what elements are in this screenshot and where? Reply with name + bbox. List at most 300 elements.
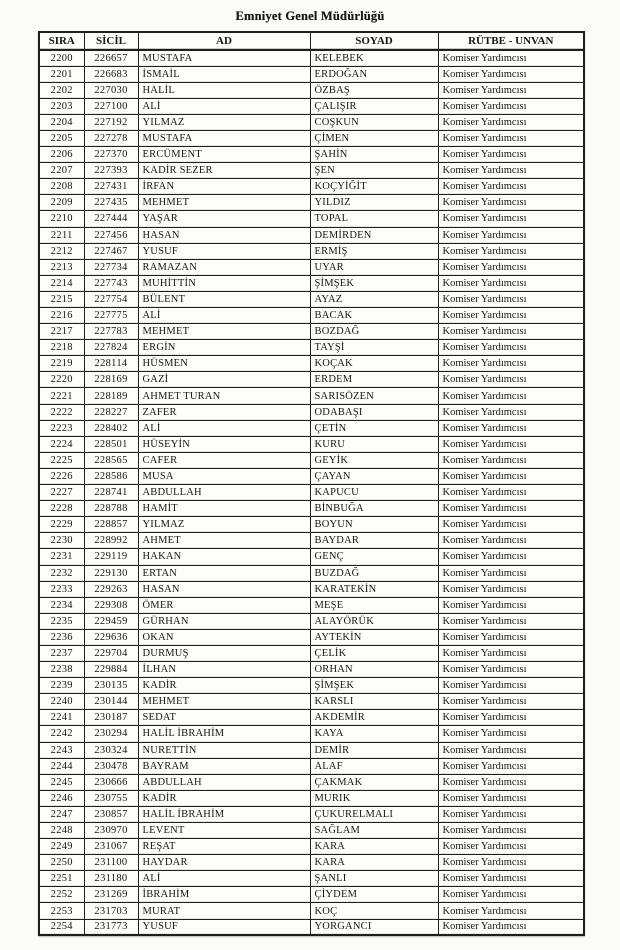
cell-sicil: 227444 xyxy=(84,211,138,227)
cell-ad: HALİL xyxy=(138,82,310,98)
cell-sicil: 227754 xyxy=(84,291,138,307)
table-row xyxy=(39,243,584,259)
cell-sicil: 230755 xyxy=(84,790,138,806)
cell-soyad: TOPAL xyxy=(310,211,438,227)
cell-soyad: KOÇ xyxy=(310,903,438,919)
cell-sicil: 231067 xyxy=(84,839,138,855)
table-row xyxy=(39,662,584,678)
cell-ad: KADİR xyxy=(138,678,310,694)
cell-ad: İRFAN xyxy=(138,179,310,195)
cell-sicil: 228565 xyxy=(84,452,138,468)
cell-rutbe: Komiser Yardımcısı xyxy=(438,340,584,356)
cell-soyad: KAPUCU xyxy=(310,485,438,501)
table-row xyxy=(39,130,584,146)
table-row xyxy=(39,806,584,822)
cell-soyad: ÇALIŞIR xyxy=(310,98,438,114)
cell-soyad: BUZDAĞ xyxy=(310,565,438,581)
cell-ad: RAMAZAN xyxy=(138,259,310,275)
cell-rutbe: Komiser Yardımcısı xyxy=(438,485,584,501)
cell-sicil: 227435 xyxy=(84,195,138,211)
cell-rutbe: Komiser Yardımcısı xyxy=(438,130,584,146)
cell-soyad: ÖZBAŞ xyxy=(310,82,438,98)
cell-ad: ALİ xyxy=(138,420,310,436)
table-row xyxy=(39,758,584,774)
cell-ad: HALİL İBRAHİM xyxy=(138,806,310,822)
cell-rutbe: Komiser Yardımcısı xyxy=(438,98,584,114)
cell-sira: 2242 xyxy=(39,726,84,742)
cell-rutbe: Komiser Yardımcısı xyxy=(438,275,584,291)
cell-sira: 2225 xyxy=(39,452,84,468)
cell-ad: ABDULLAH xyxy=(138,774,310,790)
cell-sira: 2237 xyxy=(39,645,84,661)
cell-rutbe: Komiser Yardımcısı xyxy=(438,468,584,484)
cell-sicil: 227393 xyxy=(84,163,138,179)
cell-sira: 2251 xyxy=(39,871,84,887)
cell-soyad: KARSLI xyxy=(310,694,438,710)
cell-ad: ERCÜMENT xyxy=(138,147,310,163)
cell-ad: KADİR SEZER xyxy=(138,163,310,179)
table-row xyxy=(39,871,584,887)
cell-sicil: 227030 xyxy=(84,82,138,98)
cell-sicil: 228501 xyxy=(84,436,138,452)
cell-rutbe: Komiser Yardımcısı xyxy=(438,645,584,661)
column-header-soyad: SOYAD xyxy=(310,32,438,50)
page-title: Emniyet Genel Müdürlüğü xyxy=(235,9,385,23)
cell-soyad: ŞANLI xyxy=(310,871,438,887)
cell-soyad: DEMİR xyxy=(310,742,438,758)
cell-sira: 2250 xyxy=(39,855,84,871)
cell-sira: 2228 xyxy=(39,501,84,517)
cell-rutbe: Komiser Yardımcısı xyxy=(438,581,584,597)
cell-sicil: 228114 xyxy=(84,356,138,372)
cell-sicil: 230144 xyxy=(84,694,138,710)
cell-ad: ERGİN xyxy=(138,340,310,356)
cell-soyad: ŞİMŞEK xyxy=(310,678,438,694)
cell-ad: ABDULLAH xyxy=(138,485,310,501)
cell-sira: 2227 xyxy=(39,485,84,501)
cell-soyad: ÇELİK xyxy=(310,645,438,661)
cell-rutbe: Komiser Yardımcısı xyxy=(438,388,584,404)
cell-rutbe: Komiser Yardımcısı xyxy=(438,243,584,259)
cell-sicil: 229119 xyxy=(84,549,138,565)
cell-soyad: KOÇYİĞİT xyxy=(310,179,438,195)
cell-rutbe: Komiser Yardımcısı xyxy=(438,710,584,726)
table-row xyxy=(39,291,584,307)
cell-rutbe: Komiser Yardımcısı xyxy=(438,694,584,710)
cell-sicil: 231703 xyxy=(84,903,138,919)
cell-rutbe: Komiser Yardımcısı xyxy=(438,806,584,822)
cell-sira: 2221 xyxy=(39,388,84,404)
cell-rutbe: Komiser Yardımcısı xyxy=(438,517,584,533)
cell-rutbe: Komiser Yardımcısı xyxy=(438,324,584,340)
cell-ad: HAMİT xyxy=(138,501,310,517)
cell-sira: 2220 xyxy=(39,372,84,388)
cell-sira: 2210 xyxy=(39,211,84,227)
cell-ad: MURAT xyxy=(138,903,310,919)
cell-sira: 2205 xyxy=(39,130,84,146)
table-header-row xyxy=(39,32,584,50)
cell-sira: 2208 xyxy=(39,179,84,195)
cell-rutbe: Komiser Yardımcısı xyxy=(438,420,584,436)
cell-ad: YUSUF xyxy=(138,243,310,259)
cell-soyad: BİNBUĞA xyxy=(310,501,438,517)
cell-soyad: KAYA xyxy=(310,726,438,742)
cell-ad: HÜSMEN xyxy=(138,356,310,372)
cell-sira: 2248 xyxy=(39,823,84,839)
cell-soyad: ERDEM xyxy=(310,372,438,388)
cell-sicil: 230135 xyxy=(84,678,138,694)
cell-rutbe: Komiser Yardımcısı xyxy=(438,50,584,66)
cell-rutbe: Komiser Yardımcısı xyxy=(438,887,584,903)
table-row xyxy=(39,533,584,549)
cell-rutbe: Komiser Yardımcısı xyxy=(438,404,584,420)
cell-sicil: 227734 xyxy=(84,259,138,275)
cell-soyad: YORGANCI xyxy=(310,919,438,935)
table-row xyxy=(39,227,584,243)
cell-sicil: 227824 xyxy=(84,340,138,356)
table-row xyxy=(39,855,584,871)
cell-rutbe: Komiser Yardımcısı xyxy=(438,195,584,211)
cell-sira: 2232 xyxy=(39,565,84,581)
table-row xyxy=(39,388,584,404)
cell-ad: YILMAZ xyxy=(138,517,310,533)
cell-ad: HALİL İBRAHİM xyxy=(138,726,310,742)
table-row xyxy=(39,147,584,163)
table-row xyxy=(39,774,584,790)
cell-rutbe: Komiser Yardımcısı xyxy=(438,839,584,855)
cell-sira: 2212 xyxy=(39,243,84,259)
cell-sicil: 230294 xyxy=(84,726,138,742)
cell-soyad: BOZDAĞ xyxy=(310,324,438,340)
cell-sicil: 227431 xyxy=(84,179,138,195)
cell-sira: 2236 xyxy=(39,629,84,645)
table-row xyxy=(39,259,584,275)
cell-ad: SEDAT xyxy=(138,710,310,726)
cell-ad: ALİ xyxy=(138,98,310,114)
cell-ad: ALİ xyxy=(138,871,310,887)
cell-sira: 2223 xyxy=(39,420,84,436)
cell-ad: HAKAN xyxy=(138,549,310,565)
cell-sira: 2231 xyxy=(39,549,84,565)
cell-rutbe: Komiser Yardımcısı xyxy=(438,533,584,549)
cell-rutbe: Komiser Yardımcısı xyxy=(438,436,584,452)
cell-sira: 2240 xyxy=(39,694,84,710)
cell-sira: 2204 xyxy=(39,114,84,130)
cell-sira: 2226 xyxy=(39,468,84,484)
cell-sira: 2203 xyxy=(39,98,84,114)
cell-soyad: GENÇ xyxy=(310,549,438,565)
cell-rutbe: Komiser Yardımcısı xyxy=(438,678,584,694)
cell-ad: AHMET xyxy=(138,533,310,549)
cell-sira: 2234 xyxy=(39,597,84,613)
cell-rutbe: Komiser Yardımcısı xyxy=(438,919,584,935)
table-row xyxy=(39,436,584,452)
cell-soyad: ÇUKURELMALI xyxy=(310,806,438,822)
table-row xyxy=(39,179,584,195)
cell-ad: MUSTAFA xyxy=(138,50,310,66)
cell-sicil: 227783 xyxy=(84,324,138,340)
cell-ad: BÜLENT xyxy=(138,291,310,307)
cell-rutbe: Komiser Yardımcısı xyxy=(438,758,584,774)
cell-ad: MEHMET xyxy=(138,694,310,710)
cell-sicil: 229704 xyxy=(84,645,138,661)
cell-ad: YAŞAR xyxy=(138,211,310,227)
cell-soyad: ALAYÖRÜK xyxy=(310,613,438,629)
cell-rutbe: Komiser Yardımcısı xyxy=(438,597,584,613)
cell-sicil: 227775 xyxy=(84,308,138,324)
cell-rutbe: Komiser Yardımcısı xyxy=(438,903,584,919)
cell-sicil: 229884 xyxy=(84,662,138,678)
cell-ad: CAFER xyxy=(138,452,310,468)
cell-soyad: KELEBEK xyxy=(310,50,438,66)
cell-soyad: SARISÖZEN xyxy=(310,388,438,404)
table-row xyxy=(39,613,584,629)
cell-soyad: KURU xyxy=(310,436,438,452)
cell-sira: 2217 xyxy=(39,324,84,340)
cell-rutbe: Komiser Yardımcısı xyxy=(438,823,584,839)
cell-sira: 2214 xyxy=(39,275,84,291)
cell-ad: OKAN xyxy=(138,629,310,645)
cell-soyad: ÇAKMAK xyxy=(310,774,438,790)
cell-ad: ERTAN xyxy=(138,565,310,581)
cell-soyad: AKDEMİR xyxy=(310,710,438,726)
cell-soyad: KARA xyxy=(310,855,438,871)
cell-ad: NURETTİN xyxy=(138,742,310,758)
cell-soyad: BOYUN xyxy=(310,517,438,533)
table-row xyxy=(39,597,584,613)
cell-rutbe: Komiser Yardımcısı xyxy=(438,629,584,645)
cell-sira: 2213 xyxy=(39,259,84,275)
cell-rutbe: Komiser Yardımcısı xyxy=(438,565,584,581)
cell-soyad: ERMİŞ xyxy=(310,243,438,259)
table-row xyxy=(39,887,584,903)
table-row xyxy=(39,195,584,211)
cell-soyad: AYAZ xyxy=(310,291,438,307)
cell-sicil: 227467 xyxy=(84,243,138,259)
cell-soyad: COŞKUN xyxy=(310,114,438,130)
cell-soyad: UYAR xyxy=(310,259,438,275)
table-row xyxy=(39,163,584,179)
table-row xyxy=(39,66,584,82)
cell-rutbe: Komiser Yardımcısı xyxy=(438,742,584,758)
cell-sicil: 226683 xyxy=(84,66,138,82)
cell-sicil: 230478 xyxy=(84,758,138,774)
cell-soyad: KOÇAK xyxy=(310,356,438,372)
cell-soyad: MEŞE xyxy=(310,597,438,613)
cell-sicil: 231180 xyxy=(84,871,138,887)
cell-rutbe: Komiser Yardımcısı xyxy=(438,372,584,388)
table-row xyxy=(39,275,584,291)
cell-ad: GAZİ xyxy=(138,372,310,388)
cell-sicil: 228788 xyxy=(84,501,138,517)
table-row xyxy=(39,404,584,420)
cell-sicil: 229263 xyxy=(84,581,138,597)
cell-ad: HASAN xyxy=(138,227,310,243)
cell-rutbe: Komiser Yardımcısı xyxy=(438,356,584,372)
cell-soyad: ŞAHİN xyxy=(310,147,438,163)
cell-rutbe: Komiser Yardımcısı xyxy=(438,790,584,806)
cell-soyad: ÇETİN xyxy=(310,420,438,436)
cell-rutbe: Komiser Yardımcısı xyxy=(438,66,584,82)
cell-sicil: 229130 xyxy=(84,565,138,581)
cell-soyad: ŞİMŞEK xyxy=(310,275,438,291)
cell-rutbe: Komiser Yardımcısı xyxy=(438,227,584,243)
cell-sicil: 227456 xyxy=(84,227,138,243)
cell-rutbe: Komiser Yardımcısı xyxy=(438,147,584,163)
table-row xyxy=(39,790,584,806)
cell-sicil: 228741 xyxy=(84,485,138,501)
table-row xyxy=(39,308,584,324)
cell-ad: BAYRAM xyxy=(138,758,310,774)
cell-ad: HÜSEYİN xyxy=(138,436,310,452)
cell-soyad: ÇİMEN xyxy=(310,130,438,146)
cell-sira: 2207 xyxy=(39,163,84,179)
table-row xyxy=(39,468,584,484)
table-row xyxy=(39,919,584,935)
table-row xyxy=(39,356,584,372)
cell-soyad: ERDOĞAN xyxy=(310,66,438,82)
cell-sicil: 228586 xyxy=(84,468,138,484)
cell-rutbe: Komiser Yardımcısı xyxy=(438,211,584,227)
cell-sira: 2243 xyxy=(39,742,84,758)
cell-soyad: DEMİRDEN xyxy=(310,227,438,243)
cell-sicil: 228402 xyxy=(84,420,138,436)
cell-sira: 2218 xyxy=(39,340,84,356)
cell-ad: ZAFER xyxy=(138,404,310,420)
cell-sira: 2229 xyxy=(39,517,84,533)
cell-sicil: 226657 xyxy=(84,50,138,66)
cell-sira: 2254 xyxy=(39,919,84,935)
table-row xyxy=(39,678,584,694)
cell-soyad: ORHAN xyxy=(310,662,438,678)
table-row xyxy=(39,340,584,356)
cell-sicil: 228992 xyxy=(84,533,138,549)
cell-sicil: 227743 xyxy=(84,275,138,291)
cell-ad: HASAN xyxy=(138,581,310,597)
cell-rutbe: Komiser Yardımcısı xyxy=(438,501,584,517)
cell-sicil: 230970 xyxy=(84,823,138,839)
cell-sira: 2239 xyxy=(39,678,84,694)
cell-rutbe: Komiser Yardımcısı xyxy=(438,179,584,195)
cell-ad: MUHİTTİN xyxy=(138,275,310,291)
cell-ad: LEVENT xyxy=(138,823,310,839)
table-row xyxy=(39,517,584,533)
cell-ad: MEHMET xyxy=(138,324,310,340)
cell-soyad: ALAF xyxy=(310,758,438,774)
table-row xyxy=(39,903,584,919)
cell-sira: 2230 xyxy=(39,533,84,549)
cell-sira: 2222 xyxy=(39,404,84,420)
table-row xyxy=(39,565,584,581)
table-row xyxy=(39,581,584,597)
cell-soyad: AYTEKİN xyxy=(310,629,438,645)
table-row xyxy=(39,726,584,742)
cell-rutbe: Komiser Yardımcısı xyxy=(438,291,584,307)
cell-soyad: YILDIZ xyxy=(310,195,438,211)
cell-sira: 2241 xyxy=(39,710,84,726)
cell-sicil: 229636 xyxy=(84,629,138,645)
cell-sira: 2244 xyxy=(39,758,84,774)
cell-rutbe: Komiser Yardımcısı xyxy=(438,452,584,468)
cell-ad: ALİ xyxy=(138,308,310,324)
cell-soyad: TAYŞİ xyxy=(310,340,438,356)
cell-rutbe: Komiser Yardımcısı xyxy=(438,308,584,324)
table-row xyxy=(39,645,584,661)
cell-sicil: 229459 xyxy=(84,613,138,629)
cell-soyad: KARATEKİN xyxy=(310,581,438,597)
cell-sira: 2215 xyxy=(39,291,84,307)
cell-rutbe: Komiser Yardımcısı xyxy=(438,259,584,275)
cell-sira: 2200 xyxy=(39,50,84,66)
cell-soyad: ODABAŞI xyxy=(310,404,438,420)
table-row xyxy=(39,114,584,130)
cell-sicil: 227278 xyxy=(84,130,138,146)
cell-sira: 2224 xyxy=(39,436,84,452)
cell-sira: 2235 xyxy=(39,613,84,629)
cell-ad: KADİR xyxy=(138,790,310,806)
cell-sira: 2219 xyxy=(39,356,84,372)
table-row xyxy=(39,211,584,227)
cell-soyad: GEYİK xyxy=(310,452,438,468)
cell-rutbe: Komiser Yardımcısı xyxy=(438,726,584,742)
cell-soyad: BACAK xyxy=(310,308,438,324)
cell-sicil: 231269 xyxy=(84,887,138,903)
cell-rutbe: Komiser Yardımcısı xyxy=(438,163,584,179)
table-row xyxy=(39,98,584,114)
cell-sira: 2252 xyxy=(39,887,84,903)
cell-soyad: ÇİYDEM xyxy=(310,887,438,903)
cell-sira: 2209 xyxy=(39,195,84,211)
cell-sira: 2253 xyxy=(39,903,84,919)
cell-sira: 2233 xyxy=(39,581,84,597)
table-row xyxy=(39,823,584,839)
table-row xyxy=(39,694,584,710)
cell-ad: MUSA xyxy=(138,468,310,484)
cell-rutbe: Komiser Yardımcısı xyxy=(438,549,584,565)
cell-ad: İBRAHİM xyxy=(138,887,310,903)
cell-sira: 2246 xyxy=(39,790,84,806)
cell-soyad: BAYDAR xyxy=(310,533,438,549)
cell-ad: ÖMER xyxy=(138,597,310,613)
cell-ad: YUSUF xyxy=(138,919,310,935)
cell-sira: 2211 xyxy=(39,227,84,243)
cell-soyad: ÇAYAN xyxy=(310,468,438,484)
cell-soyad: KARA xyxy=(310,839,438,855)
cell-ad: İLHAN xyxy=(138,662,310,678)
personnel-table xyxy=(38,31,585,936)
cell-sicil: 229308 xyxy=(84,597,138,613)
table-row xyxy=(39,420,584,436)
column-header-sicil: SİCİL xyxy=(84,32,138,50)
cell-sicil: 228857 xyxy=(84,517,138,533)
cell-rutbe: Komiser Yardımcısı xyxy=(438,855,584,871)
cell-ad: YILMAZ xyxy=(138,114,310,130)
cell-sira: 2247 xyxy=(39,806,84,822)
cell-sicil: 230857 xyxy=(84,806,138,822)
table-row xyxy=(39,485,584,501)
table-row xyxy=(39,629,584,645)
column-header-ad: AD xyxy=(138,32,310,50)
cell-sicil: 230187 xyxy=(84,710,138,726)
table-row xyxy=(39,839,584,855)
cell-rutbe: Komiser Yardımcısı xyxy=(438,871,584,887)
cell-ad: HAYDAR xyxy=(138,855,310,871)
cell-sira: 2201 xyxy=(39,66,84,82)
cell-sicil: 227370 xyxy=(84,147,138,163)
cell-sicil: 228189 xyxy=(84,388,138,404)
table-row xyxy=(39,710,584,726)
cell-sicil: 228169 xyxy=(84,372,138,388)
